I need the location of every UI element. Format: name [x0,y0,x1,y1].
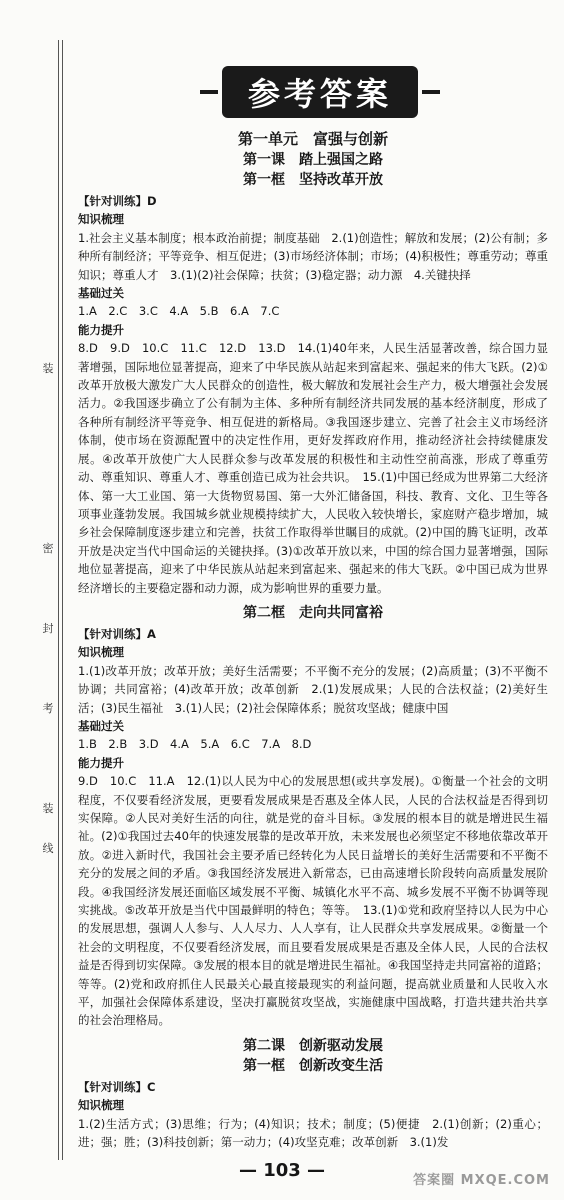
training-answer: 【针对训练】A [78,626,156,641]
ability-answers: 9.D 10.C 11.A 12.(1)以人民为中心的发展思想(或共享发展)。①衡量一个社会的文明程度，不仅要看经济发展，更要看发展成果是否惠及全体人民，人民的合法权益是否得到切实保障。②人民对美好生活的向往，就是党的奋斗目标。③发展的根本目的就是增进民生福祉。(2)①我国过去40年的快速发展靠的是改革开放，未来发展也必须坚定不移地依靠改革开放。②进入新时代，我国社会主要矛盾已经转化为人民日益增长的美好生活需要和不平衡不充分的发展之间的矛盾。③我国经济发展进入新常态，已由高速增长阶段转向高质量发展阶段。④我国经济发展还面临区域发展不平衡、城镇化水平不高、城乡发展不平衡不协调等现实挑战。⑤改革开放是当代中国最鲜明的特色；等等。 13.(1)①党和政府坚持以人民为中心的发展思想，强调人人参与、人人尽力、人人享有，让人民群众共享发展成果。②衡量一个社会的文明程度，不仅要看经济发展，而且要看发展成果是否惠及全体人民，人民的合法权益是否得到切实保障。③发展的根本目的就是增进民生福祉。④我国坚持走共同富裕的道路；等等。(2)党和政府抓住人民最关心最直接最现实的利益问题，提高就业质量和人民收入水平，加强社会保障体系建设，坚决打赢脱贫攻坚战，实施健康中国战略，打造共建共治共享的社会治理格局。 [78,774,548,1028]
site-watermark: 答案圈 MXQE.COM [413,1173,550,1188]
knowledge-text: 1.社会主义基本制度；根本政治前提；制度基础 2.(1)创造性；解放和发展；(2)公有制；多种所有制经济；平等竞争、相互促进；(3)市场经济体制；市场；(4)积极性；尊重劳动；尊重知识；尊重人才 3.(1)(2)社会保障；扶贫；(3)稳定器；动力源 4.关键抉择 [78,230,548,282]
margin-label: 装 [42,802,54,815]
knowledge-text: 1.(1)改革开放；改革开放；美好生活需要；不平衡不充分的发展；(2)高质量；(3)不平衡不协调；共同富裕；(4)改革开放；改革创新 2.(1)发展成果；人民的合法权益；(2)美好生活；(3)民生福祉 3.(1)人民；(2)社会保障体系；脱贫攻坚战；健康中国 [78,663,548,715]
frame-heading: 第一框 坚持改革开放 [243,172,383,188]
ability-answers: 8.D 9.D 10.C 11.C 12.D 13.D 14.(1)40年来，人民生活显著改善，综合国力显著增强，国际地位显著提高，迎来了中华民族从站起来到富起来、强起来的伟大飞跃。(2)①改革开放极大激发广大人民群众的创造性，极大解放和发展社会生产力，极大增强社会发展活力。②我国逐步确立了公有制为主体、多种所有制经济共同发展的基本经济制度，形成了各种所有制经济平等竞争、相互促进的新格局。③我国逐步建立、完善了社会主义市场经济体制，使市场在资源配置中的决定性作用，更好发挥政府作用，推动经济社会持续健康发展。④改革开放使广大人民群众参与改革发展的积极性和主动性空前高涨，形成了尊重劳动、尊重知识、尊重人才、尊重创造已成为社会共识。 15.(1)中国已经成为世界第二大经济体、第一大工业国、第一大货物贸易国、第一大外汇储备国，科技、教育、文化、卫生等各项事业蓬勃发展。我国城乡就业规模持续扩大，人民收入较快增长，家庭财产稳步增加，城乡社会保障制度逐步建立和完善，扶贫工作取得举世瞩目的成就。(2)中国的腾飞证明，改革开放是决定当代中国命运的关键抉择。(3)①改革开放以来，中国的综合国力显著增强，国际地位显著提高，迎来了中华民族从站起来到富起来、强起来的伟大飞跃。②中国已成为世界经济增长的主要稳定器和动力源，成为影响世界的重要力量。 [78,341,548,595]
answer-key-banner [222,66,418,118]
basic-title: 基础过关 [78,718,124,733]
knowledge-title: 知识梳理 [78,645,124,660]
margin-label: 装 [42,362,54,375]
banner-title: 参考答案 [247,75,392,113]
frame-heading: 第一框 创新改变生活 [243,1057,383,1074]
training-answer: 【针对训练】D [78,194,157,208]
training-answer: 【针对训练】C [78,1079,156,1094]
knowledge-title: 知识梳理 [78,212,124,227]
frame-heading: 第二框 走向共同富裕 [243,604,383,621]
knowledge-text: 1.(2)生活方式；(3)思维；行为；(4)知识；技术；制度；(5)便捷 2.(1)创新；(2)重心；进；强；胜；(3)科技创新；第一动力；(4)攻坚克难；改革创新 3.(1)发 [78,1116,548,1150]
lesson-heading: 第一课 踏上强国之路 [243,152,383,168]
binding-line-left [58,40,59,1160]
lesson-heading: 第二课 创新驱动发展 [243,1037,383,1054]
basic-answers: 1.A 2.C 3.C 4.A 5.B 6.A 7.C [78,304,280,319]
binding-line-right [62,40,63,1160]
page-number: — 103 — [238,1160,326,1181]
margin-label: 考 [42,702,54,715]
margin-label: 密 [42,542,54,555]
margin-label: 封 [42,622,54,635]
answer-content [78,128,548,1152]
unit-heading: 第一单元 富强与创新 [237,130,388,148]
ability-title: 能力提升 [78,755,124,770]
knowledge-title: 知识梳理 [78,1098,124,1113]
basic-answers: 1.B 2.B 3.D 4.A 5.A 6.C 7.A 8.D [78,737,312,752]
margin-label: 线 [42,842,54,855]
ability-title: 能力提升 [78,322,124,337]
basic-title: 基础过关 [78,286,124,301]
